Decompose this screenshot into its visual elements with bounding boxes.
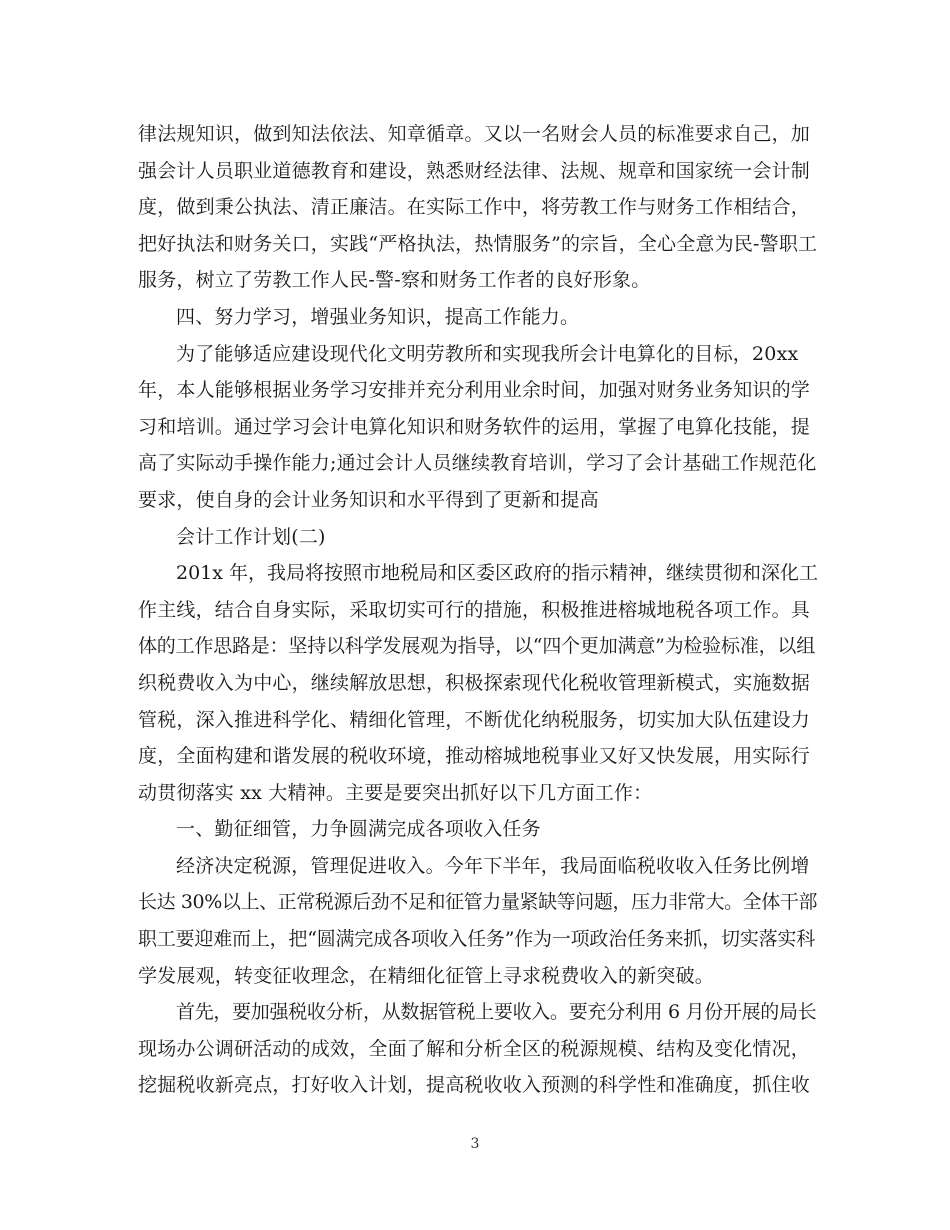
text-line: 年，本人能够根据业务学习安排并充分利用业余时间，加强对财务业务知识的学	[138, 379, 811, 402]
document-body	[138, 116, 818, 1104]
text-line: 体的工作思路是：坚持以科学发展观为指导，以“四个更加满意”为检验标准，以组	[138, 635, 816, 658]
text-line: 管税，深入推进科学化、精细化管理，不断优化纳税服务，切实加大队伍建设力	[138, 708, 811, 731]
section-heading: 四、努力学习，增强业务知识，提高工作能力。	[176, 305, 580, 328]
text-line: 动贯彻落实 xx 大精神。主要是要突出抓好以下几方面工作：	[138, 781, 653, 804]
text-line: 长达 30%以上、正常税源后劲不足和征管力量紧缺等问题，压力非常大。全体干部	[138, 891, 818, 914]
text-line: 高了实际动手操作能力;通过会计人员继续教育培训，学习了会计基础工作规范化	[138, 452, 817, 475]
text-line: 现场办公调研活动的成效，全面了解和分析全区的税源规模、结构及变化情况，	[138, 1037, 811, 1060]
text-block	[138, 116, 818, 1104]
text-line: 服务，树立了劳教工作人民-警-察和财务工作者的良好形象。	[138, 269, 651, 292]
text-line: 作主线，结合自身实际，采取切实可行的措施，积极推进榕城地税各项工作。具	[138, 598, 811, 621]
text-line: 要求，使自身的会计业务知识和水平得到了更新和提高	[138, 488, 599, 511]
text-line: 首先，要加强税收分析，从数据管税上要收入。要充分利用 6 月份开展的局长	[176, 1001, 817, 1024]
text-line: 度，全面构建和谐发展的税收环境，推动榕城地税事业又好又快发展，用实际行	[138, 745, 811, 768]
document-title: 会计工作计划(二)	[176, 525, 326, 548]
text-line: 为了能够适应建设现代化文明劳教所和实现我所会计电算化的目标，20xx	[176, 342, 799, 365]
text-line: 度，做到秉公执法、清正廉洁。在实际工作中，将劳教工作与财务工作相结合，	[138, 196, 811, 219]
text-line: 经济决定税源，管理促进收入。今年下半年，我局面临税收收入任务比例增	[176, 854, 810, 877]
page-number: 3	[470, 1136, 480, 1152]
section-heading: 一、勤征细管，力争圆满完成各项收入任务	[176, 818, 541, 841]
text-line: 律法规知识，做到知法依法、知章循章。又以一名财会人员的标准要求自己，加	[138, 123, 811, 145]
text-line: 把好执法和财务关口，实践“严格执法，热情服务”的宗旨，全心全意为民-警职工	[138, 232, 818, 255]
text-line: 挖掘税收新亮点，打好收入计划，提高税收收入预测的科学性和准确度，抓住收	[138, 1074, 811, 1097]
text-line: 学发展观，转变征收理念，在精细化征管上寻求税费收入的新突破。	[138, 964, 715, 987]
text-line: 习和培训。通过学习会计电算化知识和财务软件的运用，掌握了电算化技能，提	[138, 415, 811, 438]
text-line: 织税费收入为中心，继续解放思想，积极探索现代化税收管理新模式，实施数据	[138, 671, 811, 694]
text-line: 强会计人员职业道德教育和建设，熟悉财经法律、法规、规章和国家统一会计制	[138, 159, 811, 182]
text-line: 201x 年，我局将按照市地税局和区委区政府的指示精神，继续贯彻和深化工	[176, 562, 819, 585]
text-line: 职工要迎难而上，把“圆满完成各项收入任务”作为一项政治任务来抓，切实落实科	[138, 928, 816, 951]
